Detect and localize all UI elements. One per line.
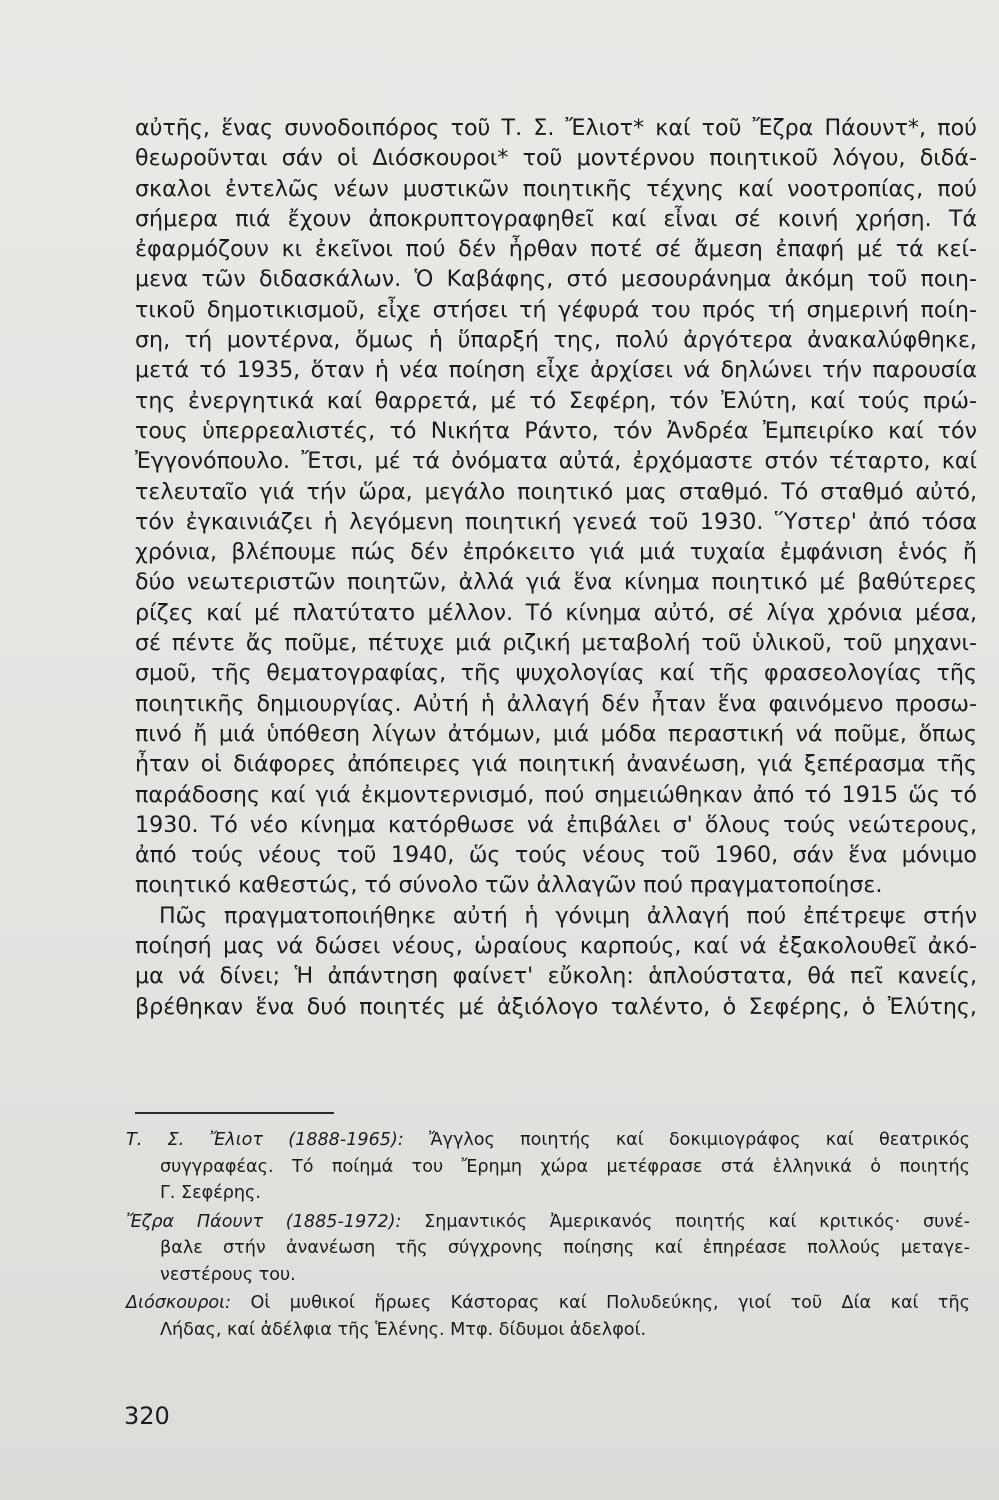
paragraph-start-line: Πῶς πραγματοποιήθηκε αὐτή ἡ γόνιμη ἀλλαγή πού ἐπέτρεψε στήν bbox=[159, 902, 977, 929]
footnote-text: Ἄγγλος ποιητής καί δοκιμιογράφος καί θεατρικός bbox=[429, 1130, 970, 1150]
main-text-block bbox=[135, 113, 977, 1022]
page-number: 320 bbox=[124, 1402, 170, 1430]
text-line: Ἐγγονόπουλο. Ἔτσι, μέ τά ὀνόματα αὐτά, ἐρχόμαστε στόν τέταρτο, καί bbox=[135, 448, 977, 475]
footnote-text: Σημαντικός Ἀμερικανός ποιητής καί κριτικός· συνέ- bbox=[424, 1211, 971, 1232]
footnote-line: νεστέρους του. bbox=[160, 1264, 296, 1285]
text-line: ποιητικῆς δημιουργίας. Αὐτή ἡ ἀλλαγή δέν ἦταν ἕνα φαινόμενο προσω- bbox=[135, 690, 977, 717]
text-line: μετά τό 1935, ὅταν ἡ νέα ποίηση εἶχε ἀρχίσει νά δηλώνει τήν παρουσία bbox=[135, 357, 977, 384]
text-line: ποίησή μας νά δώσει νέους, ὡραίους καρπούς, καί νά ἐξακολουθεῖ ἀκό- bbox=[135, 933, 977, 960]
text-line: θεωροῦνται σάν οἱ Διόσκουροι* τοῦ μοντέρνου ποιητικοῦ λόγου, διδά- bbox=[135, 145, 977, 172]
text-line: τελευταῖο γιά τήν ὥρα, μεγάλο ποιητικό μας σταθμό. Τό σταθμό αὐτό, bbox=[135, 478, 977, 505]
footnote-term: Διόσκουροι: bbox=[126, 1293, 232, 1313]
footnote-line bbox=[126, 1290, 970, 1317]
text-line: ποιητικό καθεστώς, τό σύνολο τῶν ἀλλαγῶν πού πραγματοποίησε. bbox=[135, 872, 883, 899]
text-line: πινό ἤ μιά ὑπόθεση λίγων ἀτόμων, μιά μόδα περαστική νά ποῦμε, ὅπως bbox=[135, 720, 977, 747]
footnote-eliot bbox=[126, 1127, 970, 1207]
footnote-line: Λήδας, καί ἀδέλφια τῆς Ἑλένης. Μτφ. δίδυμοι ἀδελφοί. bbox=[160, 1319, 647, 1340]
text-line: μενα τῶν διδασκάλων. Ὁ Καβάφης, στό μεσουράνημα ἀκόμη τοῦ ποιη- bbox=[135, 266, 977, 293]
text-line: αὐτῆς, ἕνας συνοδοιπόρος τοῦ Τ. Σ. Ἔλιοτ* καί τοῦ Ἔζρα Πάουντ*, πού bbox=[135, 115, 977, 141]
text-line: δύο νεωτεριστῶν ποιητῶν, ἀλλά γιά ἕνα κίνημα ποιητικό μέ βαθύτερες bbox=[135, 569, 977, 596]
footnote-term: Ἔζρα Πάουντ (1885-1972): bbox=[126, 1211, 402, 1232]
footnote-line bbox=[126, 1209, 970, 1236]
text-line: παράδοσης καί γιά ἐκμοντερνισμό, πού σημειώθηκαν ἀπό τό 1915 ὥς τό bbox=[135, 781, 977, 808]
text-line: ἦταν οἱ διάφορες ἀπόπειρες γιά ποιητική ἀνανέωση, γιά ξεπέρασμα τῆς bbox=[135, 751, 977, 778]
footnote-line: συγγραφέας. Τό ποίημά του Ἔρημη χώρα μετέφρασε στά ἑλληνικά ὁ ποιητής bbox=[160, 1156, 970, 1177]
text-line: ρίζες καί μέ πλατύτατο μέλλον. Τό κίνημα αὐτό, σέ λίγα χρόνια μέσα, bbox=[135, 599, 977, 626]
footnote-divider bbox=[135, 1112, 334, 1114]
text-line: τικοῦ δημοτικισμοῦ, εἶχε στήσει τή γέφυρά του πρός τή σημερινή ποίη- bbox=[135, 296, 977, 323]
text-line: ἀπό τούς νέους τοῦ 1940, ὥς τούς νέους τοῦ 1960, σάν ἕνα μόνιμο bbox=[135, 842, 977, 869]
text-line: σήμερα πιά ἔχουν ἀποκρυπτογραφηθεῖ καί εἶναι σέ κοινή χρήση. Τά bbox=[135, 205, 977, 232]
footnote-line: Γ. Σεφέρης. bbox=[160, 1183, 261, 1203]
text-line: ση, τή μοντέρνα, ὅμως ἡ ὕπαρξή της, πολύ ἀργότερα ἀνακαλύφθηκε, bbox=[135, 327, 977, 354]
text-line: τόν ἐγκαινιάζει ἡ λεγόμενη ποιητική γενεά τοῦ 1930. Ὕστερ' ἀπό τόσα bbox=[135, 508, 977, 535]
footnote-line: βαλε στήν ἀνανέωση τῆς σύγχρονης ποίησης καί ἐπηρέασε πολλούς μεταγε- bbox=[160, 1238, 970, 1258]
text-line: χρόνια, βλέπουμε πώς δέν ἐπρόκειτο γιά μιά τυχαία ἐμφάνιση ἑνός ἤ bbox=[135, 539, 977, 566]
footnote-line bbox=[126, 1127, 970, 1154]
footnote-pound bbox=[126, 1209, 970, 1289]
text-line: μα νά δίνει; Ἡ ἀπάντηση φαίνετ' εὔκολη: ἁπλούστατα, θά πεῖ κανείς, bbox=[135, 963, 977, 990]
text-line: 1930. Τό νέο κίνημα κατόρθωσε νά ἐπιβάλει σ' ὅλους τούς νεώτερους, bbox=[135, 811, 977, 838]
footnotes bbox=[126, 1127, 970, 1345]
footnote-term: Τ. Σ. Ἔλιοτ (1888-1965): bbox=[126, 1130, 404, 1150]
text-line: σέ πέντε ἄς ποῦμε, πέτυχε μιά ριζική μεταβολή τοῦ ὑλικοῦ, τοῦ μηχανι- bbox=[135, 630, 977, 657]
text-line: τους ὑπερρεαλιστές, τό Νικήτα Ράντο, τόν Ἀνδρέα Ἐμπειρίκο καί τόν bbox=[135, 417, 977, 444]
text-line: ἐφαρμόζουν κι ἐκεῖνοι πού δέν ἦρθαν ποτέ σέ ἄμεση ἐπαφή μέ τά κεί- bbox=[135, 236, 977, 263]
footnote-dioscuri bbox=[126, 1290, 970, 1343]
text-line: σμοῦ, τῆς θεματογραφίας, τῆς ψυχολογίας καί τῆς φρασεολογίας τῆς bbox=[135, 660, 977, 687]
text-line: σκαλοι ἐντελῶς νέων μυστικῶν ποιητικῆς τέχνης καί νοοτροπίας, πού bbox=[135, 175, 977, 202]
text-line: βρέθηκαν ἕνα δυό ποιητές μέ ἀξιόλογο ταλέντο, ὁ Σεφέρης, ὁ Ἐλύτης, bbox=[135, 993, 977, 1020]
footnote-text: Οἱ μυθικοί ἥρωες Κάστορας καί Πολυδεύκης, γιοί τοῦ Δία καί τῆς bbox=[250, 1293, 970, 1313]
text-line: της ἐνεργητικά καί θαρρετά, μέ τό Σεφέρη, τόν Ἐλύτη, καί τούς πρώ- bbox=[135, 387, 977, 414]
